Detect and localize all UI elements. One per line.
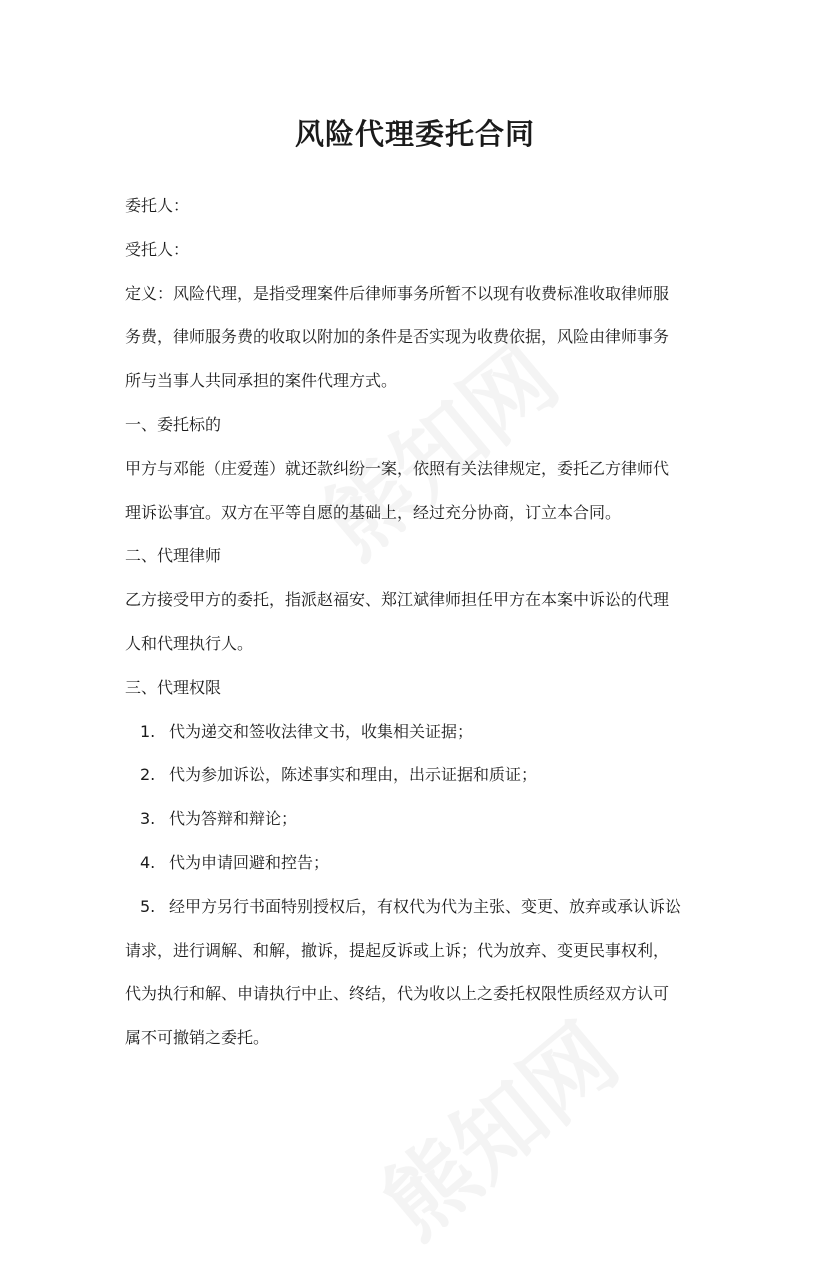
section-heading-3: 三、代理权限 <box>125 677 222 697</box>
list-item-number: 5. <box>140 896 156 916</box>
list-item-text: 代为答辩和辩论； <box>169 809 298 829</box>
section-heading-2: 二、代理律师 <box>125 546 222 566</box>
list-item <box>125 797 710 841</box>
list-item-number: 1. <box>140 721 156 741</box>
section-1-line-2: 理诉讼事宜。双方在平等自愿的基础上，经过充分协商，订立本合同。 <box>125 502 622 522</box>
list-item <box>125 841 710 885</box>
definition-line-2: 务费，律师服务费的收取以附加的条件是否实现为收费依据，风险由律师事务 <box>125 327 670 347</box>
list-item-number: 3. <box>140 809 156 829</box>
list-item <box>125 885 710 929</box>
list-item-5-continuation-2: 代为执行和解、申请执行中止、终结，代为收以上之委托权限性质经双方认可 <box>125 984 670 1004</box>
list-item-5-continuation-1: 请求，进行调解、和解，撤诉，提起反诉或上诉；代为放弃、变更民事权利， <box>125 940 670 960</box>
list-item-text: 代为申请回避和控告； <box>169 852 330 872</box>
section-1-line-1: 甲方与邓能（庄爱莲）就还款纠纷一案，依照有关法律规定，委托乙方律师代 <box>125 458 670 478</box>
definition-line-3: 所与当事人共同承担的案件代理方式。 <box>125 371 398 391</box>
list-item-number: 2. <box>140 765 156 785</box>
section-2-line-1: 乙方接受甲方的委托，指派赵福安、郑江斌律师担任甲方在本案中诉讼的代理 <box>125 590 670 610</box>
section-2-line-2: 人和代理执行人。 <box>125 633 254 653</box>
section-heading-1: 一、委托标的 <box>125 414 222 434</box>
client-line: 委托人： <box>125 196 190 215</box>
list-item-number: 4. <box>140 852 156 872</box>
list-item-5-continuation-3: 属不可撤销之委托。 <box>125 1028 270 1048</box>
document-title: 风险代理委托合同 <box>294 117 535 151</box>
document-body <box>125 184 710 1060</box>
agent-line: 受托人： <box>125 239 190 259</box>
list-item <box>125 753 710 797</box>
list-item-text: 代为参加诉讼，陈述事实和理由，出示证据和质证； <box>169 765 538 785</box>
list-item <box>125 710 710 754</box>
list-item-text: 代为递交和签收法律文书，收集相关证据； <box>169 721 474 741</box>
list-item-text: 经甲方另行书面特别授权后，有权代为代为主张、变更、放弃或承认诉讼 <box>169 896 682 916</box>
definition-line-1: 定义：风险代理，是指受理案件后律师事务所暂不以现有收费标准收取律师服 <box>125 283 670 303</box>
